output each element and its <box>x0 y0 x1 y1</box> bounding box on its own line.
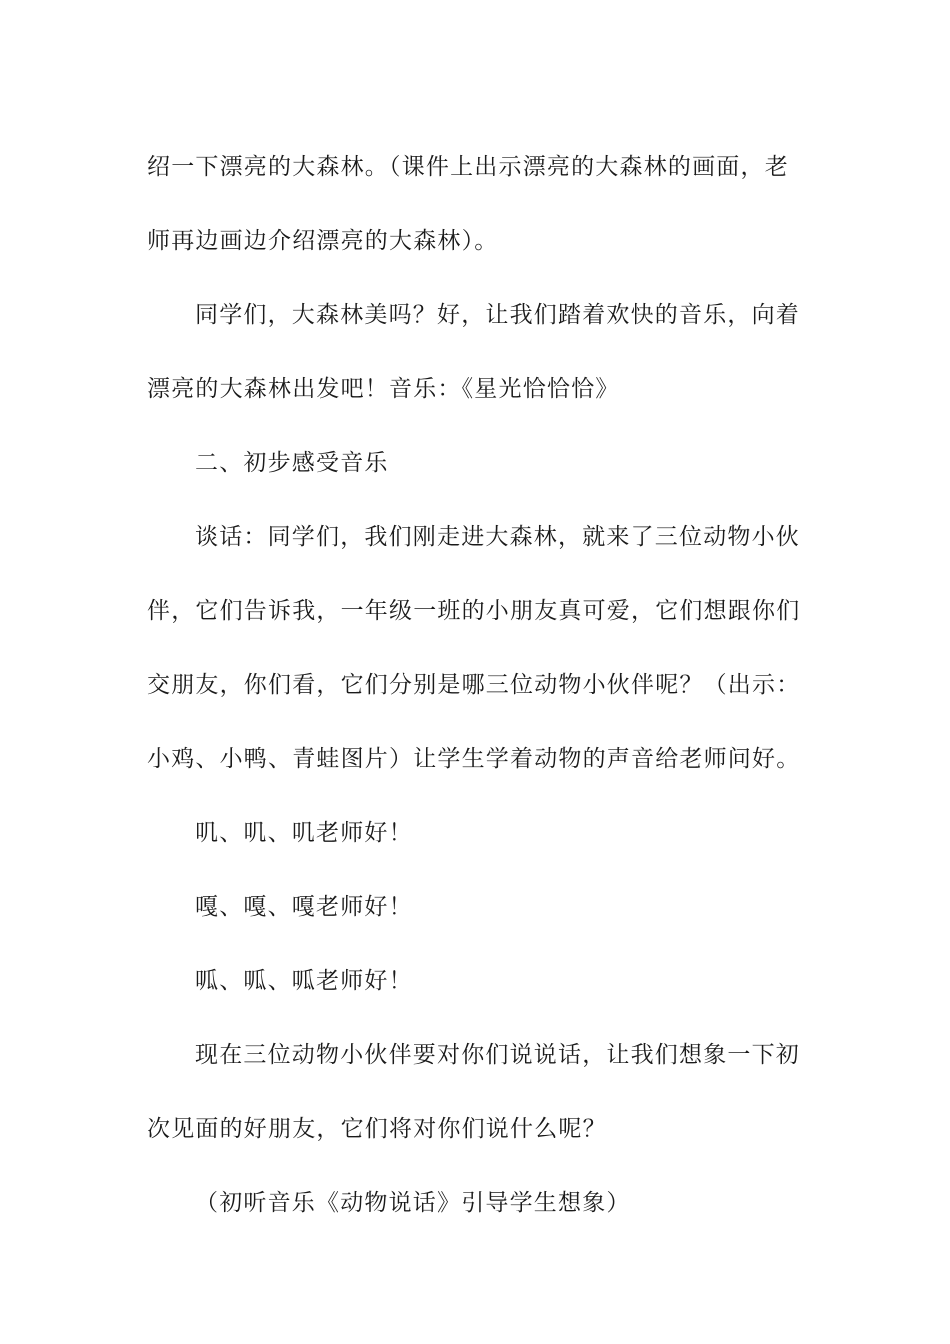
greeting-line-frog: 呱、呱、呱老师好！ <box>195 968 413 994</box>
greeting-line-chick: 叽、叽、叽老师好！ <box>195 820 413 846</box>
text-line-14: 次见面的好朋友，它们将对你们说什么呢？ <box>147 1116 607 1142</box>
text-line-15: （初听音乐《动物说话》引导学生想象） <box>195 1190 631 1216</box>
text-line-4: 漂亮的大森林出发吧！音乐：《星光恰恰恰》 <box>147 376 620 402</box>
text-line-2: 师再边画边介绍漂亮的大森林）。 <box>147 228 499 254</box>
greeting-line-duck: 嘎、嘎、嘎老师好！ <box>195 894 413 920</box>
section-heading: 二、初步感受音乐 <box>195 450 389 476</box>
document-body <box>147 130 807 1240</box>
text-line-1: 绍一下漂亮的大森林。（课件上出示漂亮的大森林的画面，老 <box>147 154 789 180</box>
text-line-9: 小鸡、小鸭、青蛙图片）让学生学着动物的声音给老师问好。 <box>147 746 801 772</box>
text-line-6: 谈话：同学们，我们刚走进大森林，就来了三位动物小伙 <box>195 524 800 550</box>
text-line-3: 同学们，大森林美吗？好，让我们踏着欢快的音乐，向着 <box>195 302 800 328</box>
text-line-8: 交朋友，你们看，它们分别是哪三位动物小伙伴呢？（出示： <box>147 672 801 698</box>
text-line-7: 伴，它们告诉我，一年级一班的小朋友真可爱，它们想跟你们 <box>147 598 801 624</box>
text-line-13: 现在三位动物小伙伴要对你们说说话，让我们想象一下初 <box>195 1042 800 1068</box>
